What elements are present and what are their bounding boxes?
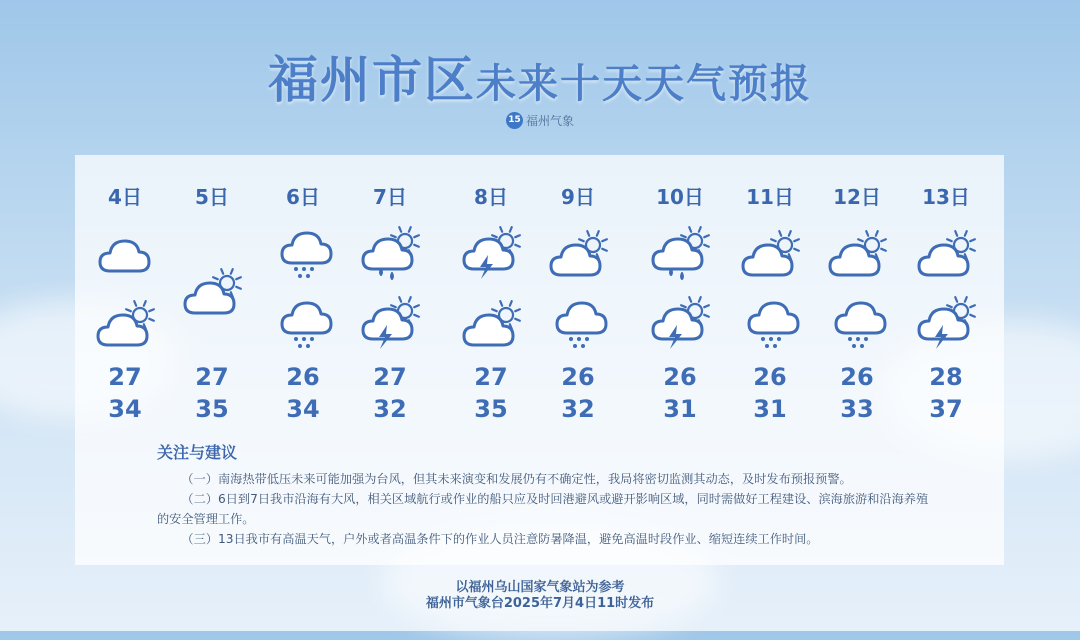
forecast-panel [75, 155, 1004, 565]
cloudy-icon [90, 225, 160, 281]
temp-low: 27 [195, 363, 229, 391]
cloud-rain-icon [735, 295, 805, 351]
page-title [0, 40, 1080, 112]
partly-cloudy-icon [735, 225, 805, 281]
day-date: 13日 [922, 185, 970, 209]
temp-high: 34 [108, 395, 142, 423]
partly-cloudy-icon [543, 225, 613, 281]
footer-reference: 以福州乌山国家气象站为参考 [455, 580, 625, 595]
advice-item: （三）13日我市有高温天气，户外或者高温条件下的作业人员注意防暑降温，避免高温时段作业、缩短连续工作时间。 [181, 532, 819, 546]
cloud-rain-icon [543, 295, 613, 351]
advice-item: （二）6日到7日我市沿海有大风，相关区域航行或作业的船只应及时回港避风或避开影响区域，同时需做好工程建设、滨海旅游和沿海养殖的安全管理工作。 [157, 492, 929, 526]
advice-item: （一）南海热带低压未来可能加强为台风，但其未来演变和发展仍有不确定性，我局将密切监测其动态，及时发布预报预警。 [181, 472, 852, 486]
day-date: 10日 [656, 185, 704, 209]
advice-section [157, 443, 937, 549]
temp-low: 26 [561, 363, 595, 391]
sun-cloud-thunder-icon [911, 295, 981, 351]
temp-low: 27 [373, 363, 407, 391]
temp-low: 27 [474, 363, 508, 391]
footer [0, 580, 1080, 612]
day-date: 12日 [833, 185, 881, 209]
temp-high: 35 [195, 395, 229, 423]
partly-cloudy-icon [822, 225, 892, 281]
logo [0, 112, 1080, 129]
temp-low: 26 [286, 363, 320, 391]
sun-cloud-rain-icon [645, 225, 715, 281]
temp-low: 27 [108, 363, 142, 391]
footer-issued: 福州市气象台2025年7月4日11时发布 [425, 596, 655, 611]
title-main: 福州市区 [268, 51, 476, 109]
day-date: 7日 [373, 185, 407, 209]
temp-low: 26 [840, 363, 874, 391]
temp-high: 32 [373, 395, 407, 423]
temp-low: 26 [753, 363, 787, 391]
temp-high: 31 [753, 395, 787, 423]
logo-text: 福州气象 [525, 114, 574, 128]
day-date: 8日 [474, 185, 508, 209]
day-date: 6日 [286, 185, 320, 209]
temp-low: 28 [929, 363, 963, 391]
title-sub: 未来十天天气预报 [476, 61, 812, 107]
temp-high: 32 [561, 395, 595, 423]
partly-cloudy-icon [90, 295, 160, 351]
advice-heading: 关注与建议 [157, 443, 238, 462]
cloud-rain-icon [822, 295, 892, 351]
temp-high: 37 [929, 395, 963, 423]
day-date: 11日 [746, 185, 794, 209]
temp-high: 31 [663, 395, 697, 423]
logo-badge-icon: 15 [506, 112, 523, 129]
day-date: 5日 [195, 185, 229, 209]
day-date: 4日 [108, 185, 142, 209]
cloud-rain-icon [268, 295, 338, 351]
partly-cloudy-icon [911, 225, 981, 281]
sun-cloud-thunder-icon [456, 225, 526, 281]
temp-high: 35 [474, 395, 508, 423]
partly-cloudy-icon [456, 295, 526, 351]
cloud-rain-icon [268, 225, 338, 281]
sun-cloud-rain-icon [355, 225, 425, 281]
temp-high: 33 [840, 395, 874, 423]
sun-cloud-thunder-icon [645, 295, 715, 351]
temp-high: 34 [286, 395, 320, 423]
day-date: 9日 [561, 185, 595, 209]
sun-cloud-thunder-icon [355, 295, 425, 351]
partly-cloudy-icon [177, 263, 247, 319]
temp-low: 26 [663, 363, 697, 391]
